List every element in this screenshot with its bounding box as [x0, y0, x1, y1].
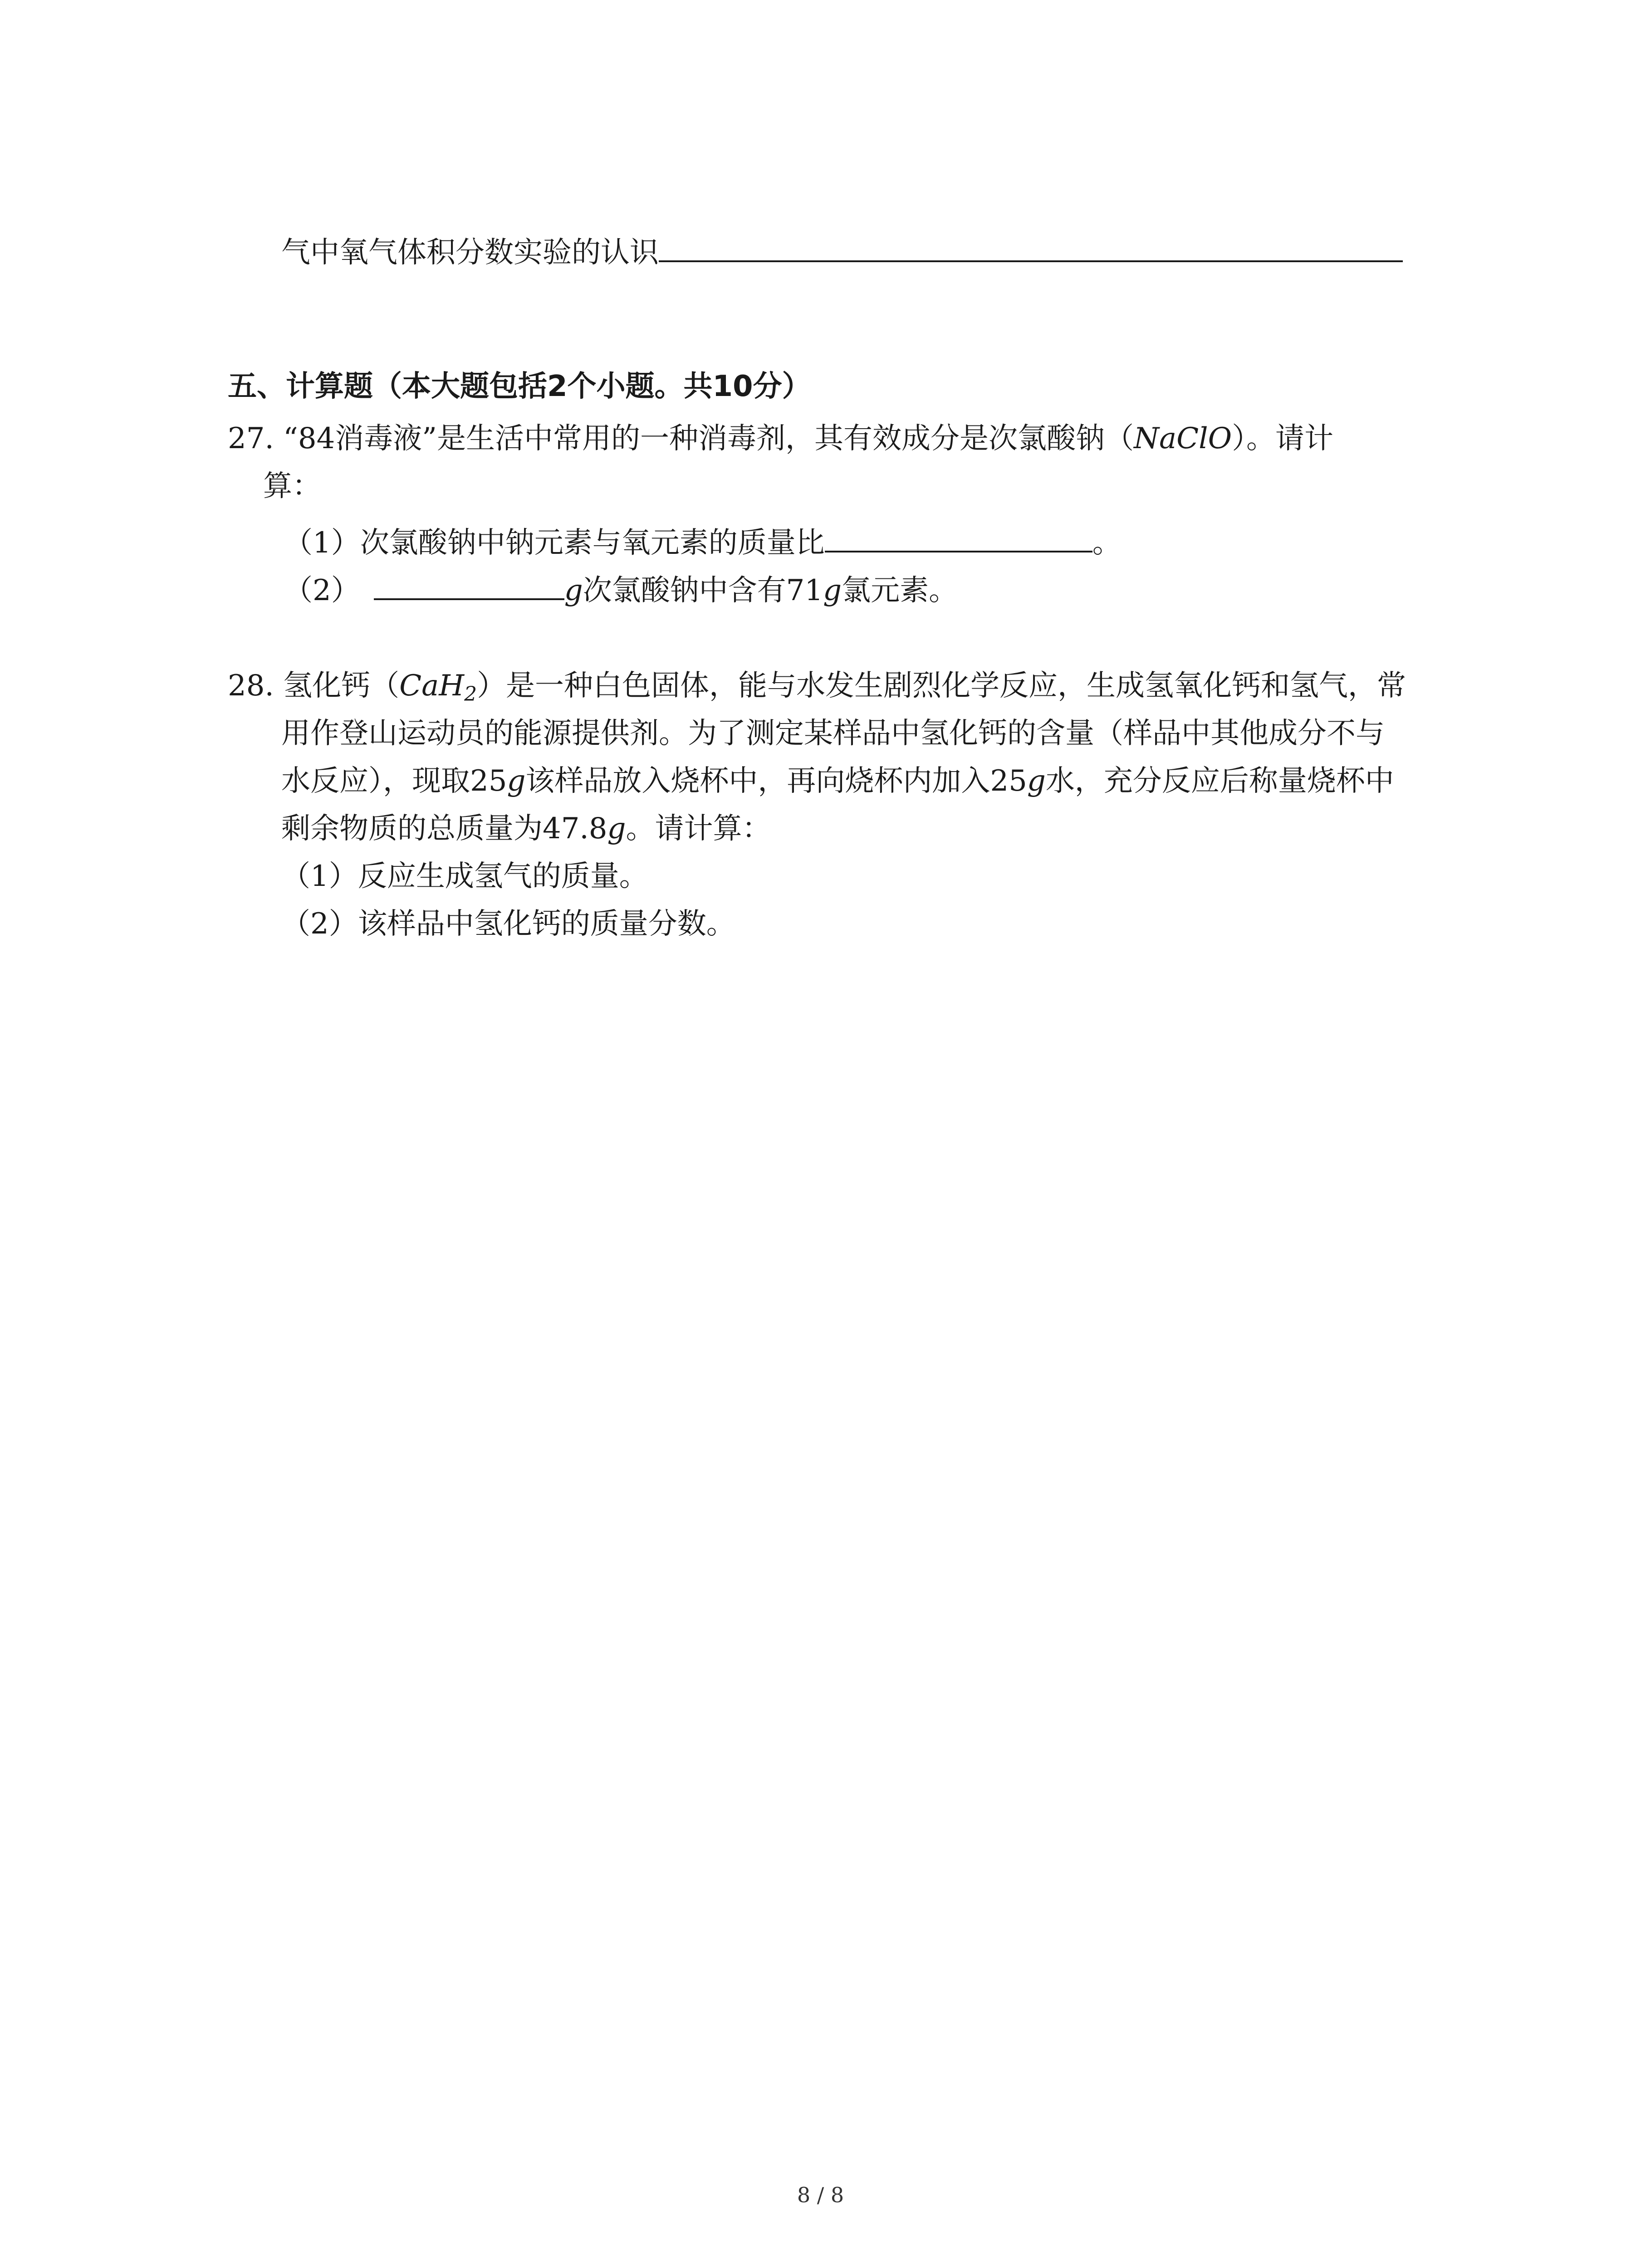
- q28-line3-unit2: g: [1027, 764, 1046, 798]
- q28-line4: [281, 812, 771, 846]
- q27-part1: [284, 522, 1122, 560]
- answer-blank-continued[interactable]: [659, 231, 1403, 262]
- q28-line3-b: 该样品放入烧杯中，再向烧杯内加入25: [525, 764, 1027, 798]
- q28-text-a: 氢化钙（: [283, 669, 400, 703]
- q28-line4-b: 。请计算：: [626, 812, 771, 846]
- q28-formula: CaH$_2$: [399, 669, 477, 706]
- section-heading: 五、计算题（本大题包括2个小题。共10分）: [228, 370, 811, 403]
- answer-blank-q27-1[interactable]: [825, 522, 1092, 552]
- page-number: 8 / 8: [797, 2183, 844, 2207]
- q28-text-b: ）是一种白色固体，能与水发生剧烈化学反应，生成氢氧化钙和氢气，常: [477, 669, 1406, 703]
- q28-line4-a: 剩余物质的总质量为47.8: [281, 812, 607, 846]
- q28-line4-unit: g: [607, 812, 626, 846]
- q28-line1: [228, 669, 1406, 706]
- q28-part2: （2）该样品中氢化钙的质量分数。: [281, 907, 735, 941]
- q28-number: 28.: [228, 669, 274, 703]
- q27-number: 27.: [228, 422, 274, 455]
- q28-line3-unit1: g: [507, 764, 526, 798]
- q27-line1: [228, 424, 1333, 453]
- q27-line2: 算：: [263, 469, 321, 503]
- q28-line2: 用作登山运动员的能源提供剂。为了测定某样品中氢化钙的含量（样品中其他成分不与: [281, 717, 1385, 750]
- q27-part2: [284, 569, 958, 605]
- q27-part2-text-b: 氯元素。: [842, 574, 958, 607]
- q27-part2-unit2: g: [823, 574, 842, 607]
- q27-part2-unit: g: [564, 574, 583, 607]
- q27-part2-text-a: 次氯酸钠中含有71: [583, 574, 823, 607]
- q27-text-b: ）。请计: [1232, 422, 1334, 455]
- q28-part1: （1）反应生成氢气的质量。: [281, 860, 648, 893]
- q27-part2-number: （2）: [284, 574, 360, 607]
- answer-blank-q27-2[interactable]: [374, 569, 564, 600]
- q27-formula: NaClO: [1134, 422, 1232, 455]
- q28-line3: [281, 764, 1394, 798]
- q28-line3-a: 水反应），现取25: [281, 764, 507, 798]
- continued-text: 气中氧气体积分数实验的认识: [281, 236, 659, 269]
- q27-text-a: “84消毒液”是生活中常用的一种消毒剂，其有效成分是次氯酸钠（: [283, 422, 1134, 455]
- q27-part1-text: （1）次氯酸钠中钠元素与氧元素的质量比: [284, 526, 825, 560]
- continued-question-text: [281, 231, 1403, 267]
- q27-part1-end: 。: [1092, 526, 1122, 560]
- q28-line3-c: 水，充分反应后称量烧杯中: [1045, 764, 1394, 798]
